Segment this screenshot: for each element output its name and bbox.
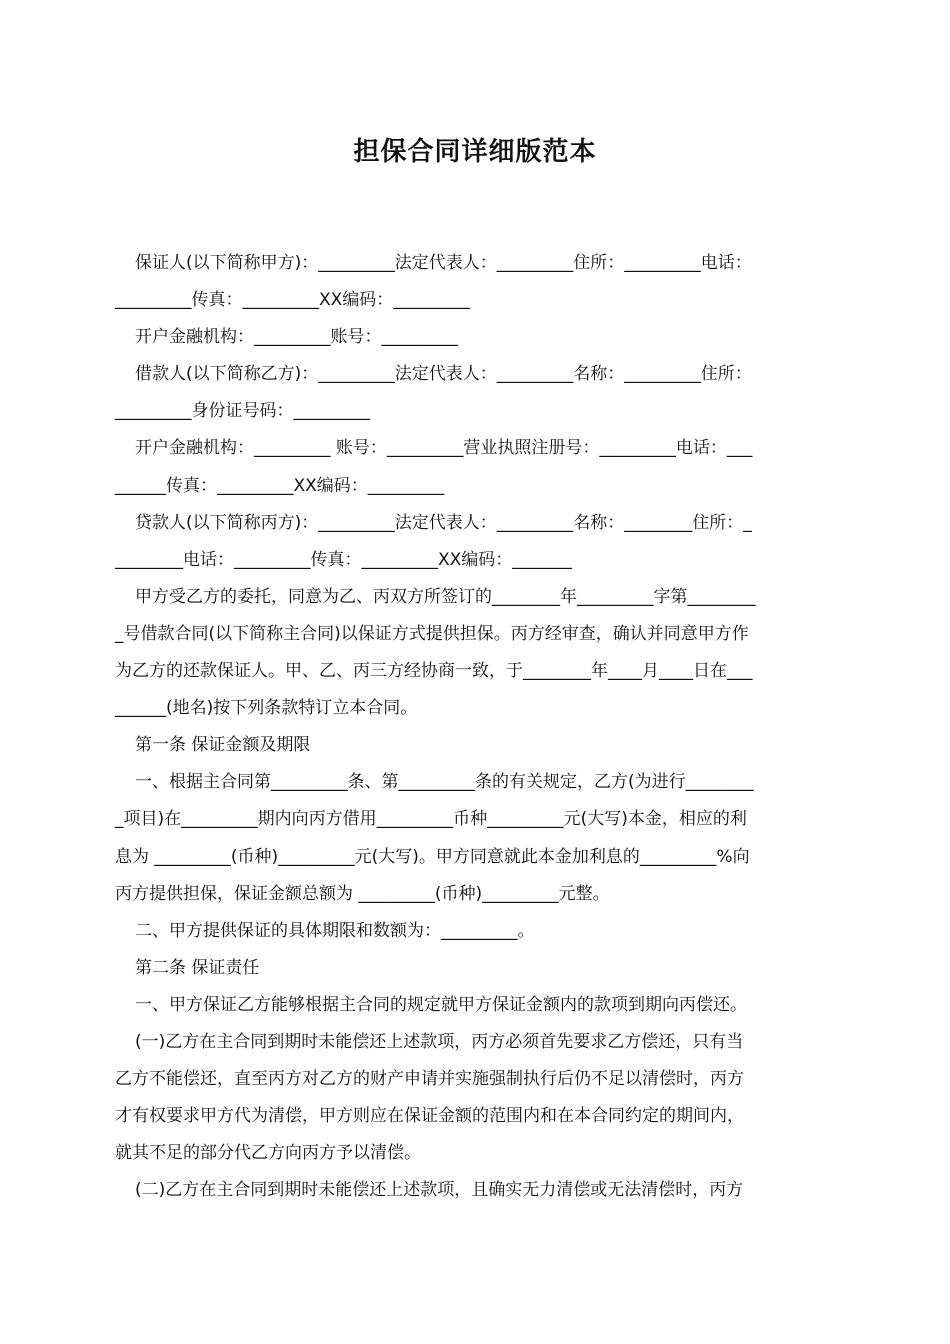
document-body [115, 245, 835, 1209]
text-line: _号借款合同(以下简称主合同)以保证方式提供担保。丙方经审查，确认并同意甲方作 [115, 623, 749, 644]
article-heading: 第二条 保证责任 [135, 957, 260, 978]
text-line: 开户金融机构：_________ 账号：_________营业执照注册号：_________电话：___ [135, 438, 753, 459]
text-line: 才有权要求甲方代为清偿，甲方则应在保证金额的范围内和在本合同约定的期间内， [115, 1106, 744, 1127]
text-line: 借款人(以下简称乙方)：_________法定代表人：_________名称：_________住所： [135, 364, 752, 385]
text-line: 一、甲方保证乙方能够根据主合同的规定就甲方保证金额内的款项到期向丙偿还。 [135, 994, 747, 1015]
text-line: ________电话：_________传真：_________XX编码：_______ [115, 549, 572, 570]
text-line: _________传真：_________XX编码：_________ [115, 290, 470, 311]
text-line: 乙方不能偿还，直至丙方对乙方的财产申请并实施强制执行后仍不足以清偿时，丙方 [115, 1069, 744, 1090]
text-line: 开户金融机构：_________账号：_________ [135, 327, 458, 348]
text-line: 就其不足的部分代乙方向丙方予以清偿。 [115, 1143, 421, 1164]
article-heading: 第一条 保证金额及期限 [135, 735, 311, 756]
text-line: _________身份证号码：_________ [115, 401, 370, 422]
text-line: (二)乙方在主合同到期时未能偿还上述款项，且确实无力清偿或无法清偿时，丙方 [135, 1180, 744, 1201]
text-line: 二、甲方提供保证的具体期限和数额为：_________。 [135, 920, 535, 941]
text-line: 为乙方的还款保证人。甲、乙、丙三方经协商一致，于________年____月____日在___ [115, 661, 753, 682]
text-line: 丙方提供担保，保证金额总额为 _________(币种)_________元整。 [115, 883, 610, 904]
text-line: 一、根据主合同第_________条、第_________条的有关规定，乙方(为进行________ [135, 772, 754, 793]
text-line: 甲方受乙方的委托，同意为乙、丙双方所签订的________年_________字第________ [135, 586, 756, 607]
text-line: 保证人(以下简称甲方)：_________法定代表人：_________住所：_________电话： [135, 253, 752, 273]
text-line: _项目)在_________期内向丙方借用_________币种_________元(大写)本金，相应的利 [115, 809, 747, 830]
text-line: 息为 _________(币种)_________元(大写)。甲方同意就此本金加利息的_________%向 [115, 846, 750, 867]
text-line: 贷款人(以下简称丙方)：_________法定代表人：_________名称：________住所：_ [135, 512, 752, 533]
text-line: (一)乙方在主合同到期时未能偿还上述款项，丙方必须首先要求乙方偿还，只有当 [135, 1031, 744, 1052]
document-title: 担保合同详细版范本 [353, 137, 597, 167]
text-line: ______传真：_________XX编码：_________ [115, 475, 445, 496]
text-line: ______(地名)按下列条款特订立本合同。 [115, 698, 418, 719]
